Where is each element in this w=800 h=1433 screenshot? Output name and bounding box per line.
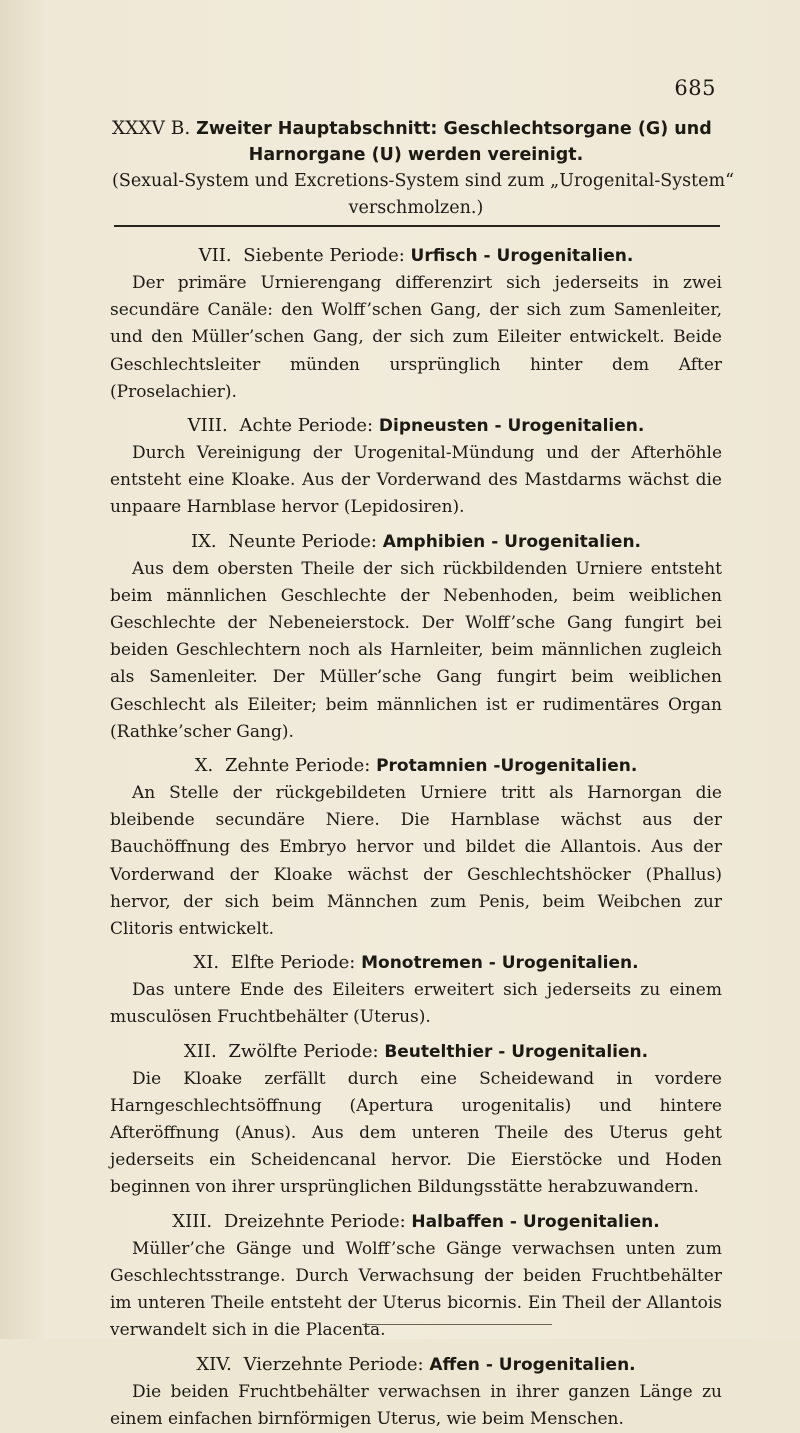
- section-number: VII.: [198, 245, 232, 266]
- header-line-2: [112, 142, 720, 168]
- section-title: [110, 1351, 722, 1379]
- section-vii: [110, 242, 722, 406]
- section-period: Vierzehnte Periode:: [243, 1353, 424, 1375]
- page-number: 685: [674, 76, 716, 100]
- section-heading: Halbaffen - Urogenitalien.: [411, 1211, 660, 1232]
- section-text: Die Kloake zerfällt durch eine Scheidewand in vordere Harngeschlechtsöffnung (Apertura urogenitalis) und hintere Afteröffnung (Anus). Aus dem unteren Theile des Uterus geht jederseits ein Scheidencanal hervor. Die Eierstöcke und Hoden beginnen von ihrer ursprünglichen Bildungsstätte herabzuwandern.: [110, 1068, 722, 1198]
- section-heading: Dipneusten - Urogenitalien.: [378, 416, 645, 437]
- section-heading: Monotremen - Urogenitalien.: [361, 953, 639, 974]
- section-xi: [110, 949, 722, 1031]
- section-heading: Amphibien - Urogenitalien.: [382, 531, 642, 552]
- section-heading: Urfisch - Urogenitalien.: [410, 246, 634, 266]
- section-text: An Stelle der rückgebildeten Urniere tritt als Harnorgan die bleibende secundäre Niere. Die Harnblase wächst aus der Bauchöffnung des Embryo hervor und bildet die Allantois. Aus der Vorderwand der Kloake wächst der Geschlechtshöcker (Phallus) hervor, der sich beim Männchen zum Penis, beim Weibchen zur Clitoris entwickelt.: [110, 783, 722, 940]
- header-title-1: Zweiter Hauptabschnitt: Geschlechtsorgane (G) und: [196, 119, 712, 139]
- section-title: [110, 242, 722, 270]
- section-number: XI.: [193, 952, 220, 974]
- section-text: Die beiden Fruchtbehälter verwachsen in ihrer ganzen Länge zu einem einfachen birnförmigen Uterus, wie beim Menschen.: [110, 1381, 722, 1429]
- section-x: [110, 752, 722, 943]
- section-text: Der primäre Urnierengang differenzirt sich jederseits in zwei secundäre Canäle: den Wolff’schen Gang, der sich zum Samenleiter, und den Müller’schen Gang, der sich zum Eileiter entwickelt. Beide Geschlechtsleiter münden ursprünglich hinter dem After (Proselachier).: [110, 273, 722, 402]
- section-period: Elfte Periode:: [230, 952, 356, 974]
- header-divider: [114, 225, 720, 227]
- section-number: XII.: [183, 1040, 217, 1062]
- section-text: Müller’che Gänge und Wolff’sche Gänge verwachsen unten zum Geschlechtsstrange. Durch Verwachsung der beiden Fruchtbehälter im unteren Theile entsteht der Uterus bicornis. Ein Theil der Allantois verwandelt sich in die Placenta.: [110, 1238, 722, 1341]
- header-subtitle-2: verschmolzen.): [348, 198, 484, 218]
- section-number: X.: [194, 755, 214, 777]
- header-line-1: [112, 116, 720, 142]
- section-title: [110, 1038, 722, 1066]
- section-period: Siebente Periode:: [243, 245, 405, 266]
- page-body: [110, 236, 722, 1433]
- section-period: Achte Periode:: [239, 415, 374, 437]
- section-period: Dreizehnte Periode:: [223, 1210, 406, 1232]
- section-title: [110, 528, 722, 556]
- header-subtitle-1: (Sexual-System und Excretions-System sind zum „Urogenital-System“: [112, 171, 735, 191]
- section-text: Aus dem obersten Theile der sich rückbildenden Urniere entsteht beim männlichen Geschlechte der Nebenhoden, beim weiblichen Geschlechte der Nebeneierstock. Der Wolff’sche Gang fungirt bei beiden Geschlechtern noch als Harnleiter, beim männlichen zugleich als Samenleiter. Der Müller’sche Gang fungirt beim weiblichen Geschlecht als Eileiter; beim männlichen ist er rudimentäres Organ (Rathke’scher Gang).: [110, 558, 722, 742]
- section-heading: Protamnien -Urogenitalien.: [376, 756, 638, 777]
- section-number: XIII.: [172, 1210, 213, 1232]
- section-text: Durch Vereinigung der Urogenital-Mündung und der Afterhöhle entsteht eine Kloake. Aus der Vorderwand des Mastdarms wächst die unpaare Harnblase hervor (Lepidosiren).: [110, 443, 722, 518]
- section-period: Zehnte Periode:: [224, 755, 371, 777]
- section-heading: Beutelthier - Urogenitalien.: [384, 1041, 649, 1062]
- section-xii: [110, 1038, 722, 1202]
- section-number: IX.: [190, 530, 217, 552]
- end-divider: [362, 1324, 552, 1325]
- section-number: VIII.: [187, 415, 228, 437]
- section-text: Das untere Ende des Eileiters erweitert sich jederseits zu einem musculösen Fruchtbehälter (Uterus).: [110, 980, 722, 1028]
- section-viii: [110, 412, 722, 522]
- section-number: XIV.: [196, 1353, 232, 1375]
- part-number: XXXV B.: [112, 118, 191, 139]
- section-heading: Affen - Urogenitalien.: [429, 1354, 636, 1375]
- header-title-2: Harnorgane (U) werden vereinigt.: [248, 145, 584, 165]
- section-ix: [110, 528, 722, 746]
- section-period: Neunte Periode:: [228, 530, 377, 552]
- section-title: [110, 949, 722, 977]
- section-xiv: [110, 1351, 722, 1433]
- section-title: [110, 752, 722, 780]
- chapter-header: [112, 116, 735, 222]
- section-title: [110, 1208, 722, 1236]
- section-title: [110, 412, 722, 440]
- section-period: Zwölfte Periode:: [228, 1040, 379, 1062]
